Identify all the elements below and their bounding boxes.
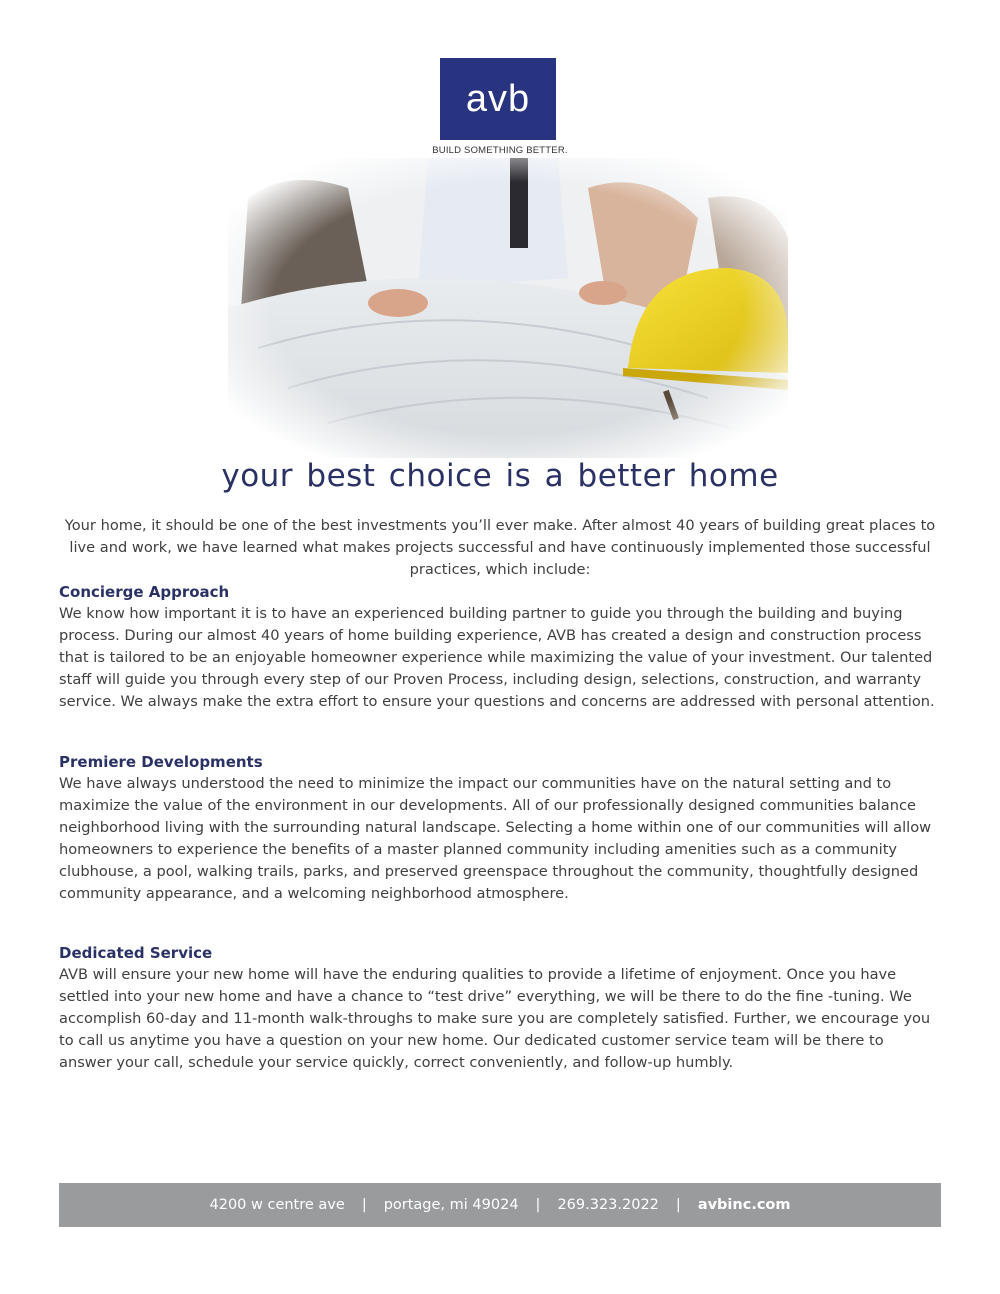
footer-city: portage, mi 49024: [383, 1197, 519, 1213]
footer-separator: |: [675, 1197, 681, 1213]
section-concierge-approach: [59, 581, 939, 713]
tagline: BUILD SOMETHING BETTER.: [432, 145, 568, 156]
section-dedicated-service: [59, 942, 939, 1074]
contact-footer: [59, 1183, 941, 1227]
footer-phone: 269.323.2022: [557, 1197, 659, 1213]
section-title: Dedicated Service: [59, 944, 213, 962]
avb-logo: [440, 58, 556, 140]
footer-separator: |: [535, 1197, 541, 1213]
section-premiere-developments: [59, 751, 939, 905]
page-headline: your best choice is a better home: [221, 458, 779, 494]
logo-text: avb: [465, 77, 531, 120]
section-body: We know how important it is to have an experienced building partner to guide you through the building and buying process. During our almost 40 years of home building experience, AVB has created a design and construction process that is tailored to be an enjoyable homeowner experience while maximizing the value of your investment. Our talented staff will guide you through every step of our Proven Process, including design, selections, construction, and warranty service. We always make the extra effort to ensure your questions and concerns are addressed with personal attention.: [59, 605, 935, 710]
footer-website-link[interactable]: avbinc.com: [697, 1197, 791, 1213]
footer-address: 4200 w centre ave: [209, 1197, 345, 1213]
section-title: Concierge Approach: [59, 583, 230, 601]
footer-separator: |: [361, 1197, 367, 1213]
hero-photo: [228, 158, 788, 458]
section-body: AVB will ensure your new home will have the enduring qualities to provide a lifetime of enjoyment. Once you have settled into your new home and have a chance to “test drive” everything, we will be there to do the fine -tuning. We accomplish 60-day and 11-month walk-throughs to make sure you are completely satisfied. Further, we encourage you to call us anytime you have a question on your new home. Our dedicated customer service team will be there to answer your call, schedule your service quickly, correct conveniently, and follow-up humbly.: [59, 966, 931, 1071]
section-body: We have always understood the need to minimize the impact our communities have on the natural setting and to maximize the value of the environment in our developments. All of our professionally designed communities balance neighborhood living with the surrounding natural landscape. Selecting a home within one of our communities will allow homeowners to experience the benefits of a master planned community including amenities such as a community clubhouse, a pool, walking trails, parks, and preserved greenspace throughout the community, thoughtfully designed community appearance, and a welcoming neighborhood atmosphere.: [59, 775, 932, 902]
intro-paragraph: Your home, it should be one of the best investments you’ll ever make. After almost 40 years of building great places to live and work, we have learned what makes projects successful and have continuously implemented those successful practices, which include:: [64, 517, 936, 578]
section-title: Premiere Developments: [59, 753, 263, 771]
